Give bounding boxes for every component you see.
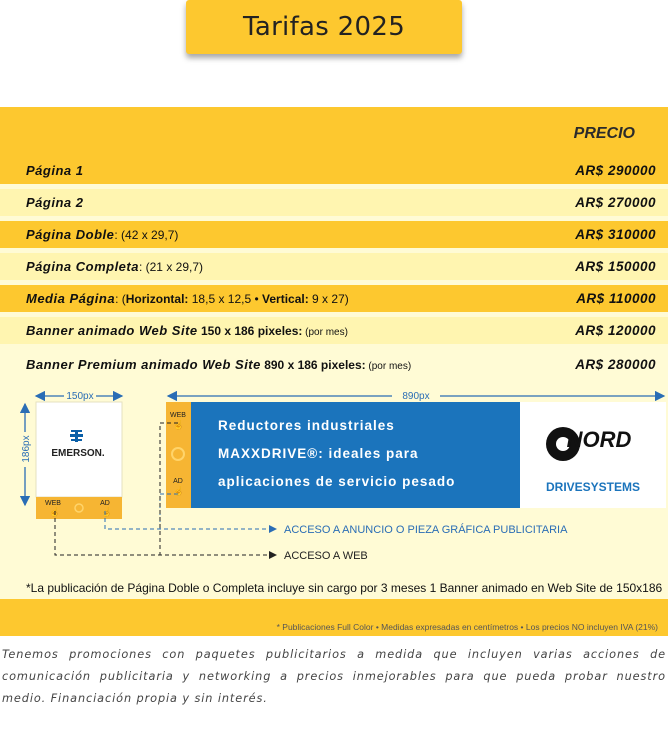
row-size: 150 x 186 pixeles: <box>197 324 303 338</box>
table-header <box>0 107 668 157</box>
banner-note: *La publicación de Página Doble o Completa incluye sin cargo por 3 meses 1 Banner animado en Web Site de 150x186 <box>26 581 663 595</box>
web-tag: WEB <box>170 412 186 419</box>
row-price: AR$ 120000 <box>575 323 656 338</box>
banner-line-1: Reductores industriales <box>218 418 395 433</box>
horizontal-label: Horizontal: <box>125 292 189 306</box>
large-width-dimension <box>168 391 664 402</box>
row-price: AR$ 290000 <box>575 163 656 178</box>
row-price: AR$ 150000 <box>575 259 656 274</box>
table-row <box>0 285 668 312</box>
web-tag: WEB <box>45 500 61 507</box>
vertical-value: 9 x 27) <box>308 292 349 306</box>
row-price: AR$ 310000 <box>575 227 656 242</box>
emerson-logo-text: EMERSON. <box>51 448 105 459</box>
row-name: Página 1 <box>26 163 84 178</box>
hand-cursor-icon: ☝ <box>49 507 61 517</box>
row-price: AR$ 270000 <box>575 195 656 210</box>
ad-access-label: ACCESO A ANUNCIO O PIEZA GRÁFICA PUBLICITARIA <box>284 524 568 536</box>
hand-cursor-icon: ☝ <box>173 486 185 496</box>
nord-logo-text: NORD <box>566 427 632 452</box>
row-detail: : (42 x 29,7) <box>114 228 179 242</box>
row-name: Media Página <box>26 291 116 306</box>
horizontal-value: 18,5 x 12,5 • <box>188 292 263 306</box>
promo-text: Tenemos promociones con paquetes publicitarios a medida que incluyen varias acciones de comunicación publicitaria y networking a precios inmejorables para que pueda probar nuestro medio. Financiación propia y sin interés. <box>2 648 666 705</box>
row-detail: : ( <box>115 292 126 306</box>
table-row <box>0 221 668 248</box>
footnote: * Publicaciones Full Color • Medidas expresadas en centímetros • Los precios NO incluyen IVA (21%) <box>276 622 658 632</box>
row-name: Página Completa <box>26 259 139 274</box>
small-height-label: 186px <box>21 435 32 463</box>
row-name: Página Doble <box>26 227 115 242</box>
vertical-label: Vertical: <box>262 292 309 306</box>
table-row <box>0 253 668 280</box>
row-period: (por mes) <box>365 361 412 372</box>
title-banner <box>186 0 462 54</box>
banner-line-3: aplicaciones de servicio pesado <box>218 474 456 489</box>
web-access-label: ACCESO A WEB <box>284 550 368 562</box>
ad-tag: AD <box>100 500 110 507</box>
banner-diagram <box>0 387 668 567</box>
hand-cursor-icon: ☝ <box>101 507 113 517</box>
nord-logo-subtext: DRIVESYSTEMS <box>545 480 641 494</box>
small-width-label: 150px <box>66 391 94 402</box>
hand-cursor-icon: ☝ <box>173 420 185 430</box>
table-row <box>0 189 668 216</box>
table-row <box>0 351 668 378</box>
row-size: 890 x 186 pixeles: <box>260 358 366 372</box>
row-price: AR$ 280000 <box>575 357 656 372</box>
row-detail: : (21 x 29,7) <box>138 260 203 274</box>
table-row <box>0 157 668 184</box>
row-name: Banner Premium animado Web Site <box>26 357 261 372</box>
page-title: Tarifas 2025 <box>242 12 406 42</box>
small-banner <box>36 402 122 519</box>
footnote-band <box>0 599 668 636</box>
banner-line-2: MAXXDRIVE®: ideales para <box>218 446 419 461</box>
price-table <box>0 107 668 636</box>
premium-banner <box>166 402 666 508</box>
row-period: (por mes) <box>302 327 348 338</box>
row-price: AR$ 110000 <box>576 291 656 306</box>
small-width-dimension <box>36 391 122 402</box>
table-row <box>0 317 668 344</box>
price-column-header: PRECIO <box>573 125 635 142</box>
small-height-dimension <box>21 404 32 505</box>
row-name: Página 2 <box>26 195 84 210</box>
row-name: Banner animado Web Site <box>26 323 198 338</box>
large-width-label: 890px <box>402 391 430 402</box>
ad-tag: AD <box>173 478 183 485</box>
